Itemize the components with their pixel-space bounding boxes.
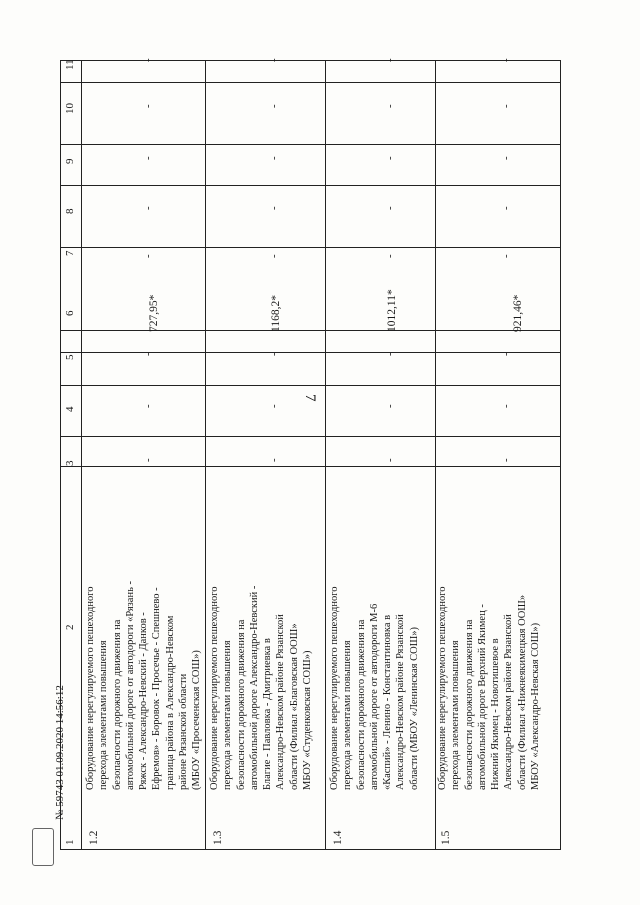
empty-cell-dash: - [268, 104, 280, 108]
empty-cell-dash: - [142, 104, 154, 108]
row-num: 1.3 [212, 830, 224, 845]
empty-cell-dash: - [384, 352, 396, 356]
empty-cell-dash: - [268, 58, 280, 62]
header-11: 11 [64, 59, 76, 70]
row-description: Оборудование нерегулируемого пешеходного перехода элементами повышения безопасности дорожного движения на автомобильной дороге от автодороги «Рязань - Ряжск - Александро-Невский - Данков - Ефремов» - Боровок - Просечье - Спешнево - граница района в Александро-Невском районе Рязанской области (МБОУ «Просеченская СОШ») [85, 581, 203, 790]
row-value: 1168,2* [270, 295, 282, 332]
empty-cell-dash: - [142, 458, 154, 462]
empty-cell-dash: - [384, 206, 396, 210]
empty-cell-dash: - [384, 254, 396, 258]
empty-cell-dash: - [384, 404, 396, 408]
row-num: 1.2 [88, 830, 100, 845]
empty-cell-dash: - [500, 254, 512, 258]
empty-cell-dash: - [142, 206, 154, 210]
empty-cell-dash: - [384, 58, 396, 62]
header-9: 9 [64, 158, 76, 164]
page-number: 7 [302, 394, 318, 402]
empty-cell-dash: - [142, 58, 154, 62]
row-num: 1.5 [440, 830, 452, 845]
empty-cell-dash: - [384, 458, 396, 462]
footer-registration: № 59743 01.09.2020 14:56:12 [54, 685, 66, 820]
empty-cell-dash: - [268, 254, 280, 258]
document-stamp [32, 828, 54, 866]
empty-cell-dash: - [500, 404, 512, 408]
empty-cell-dash: - [500, 352, 512, 356]
row-description: Оборудование нерегулируемого пешеходного перехода элементами повышения безопасности дорожного движения на автомобильной дороге Александро-Невский - Благие - Павловка - Дмитриевка в Александро-Невском районе Рязанской области (Филиал «Благовская ООШ» МБОУ «Студенковская СОШ») [209, 585, 314, 790]
empty-cell-dash: - [500, 104, 512, 108]
row-description: Оборудование нерегулируемого пешеходного перехода элементами повышения безопасности дорожного движения на автомобильной дороге Верхний Якимец - Нижний Якимец - Новотишевое в Александро-Невском районе Рязанской области (Филиал «Нижнеякимецкая ООШ» МБОУ «Александро-Невская СОШ») [437, 586, 542, 790]
header-10: 10 [64, 103, 76, 114]
header-1: 1 [64, 839, 76, 845]
empty-cell-dash: - [500, 156, 512, 160]
header-3: 3 [64, 460, 76, 466]
empty-cell-dash: - [142, 352, 154, 356]
empty-cell-dash: - [500, 458, 512, 462]
empty-cell-dash: - [384, 156, 396, 160]
empty-cell-dash: - [142, 254, 154, 258]
row-num: 1.4 [332, 830, 344, 845]
empty-cell-dash: - [142, 156, 154, 160]
header-5: 5 [64, 354, 76, 360]
empty-cell-dash: - [384, 104, 396, 108]
header-7: 7 [64, 250, 76, 256]
header-4: 4 [64, 406, 76, 412]
row-value: 921,46* [512, 294, 524, 332]
row-value: 727,95* [148, 294, 160, 332]
row-description: Оборудование нерегулируемого пешеходного перехода элементами повышения безопасности дорожного движения на автомобильной дороге от автодороги М-6 «Каспий» - Ленино - Константиновка в Александро-Невском районе Рязанской области (МБОУ «Ленинская СОШ») [329, 586, 420, 790]
empty-cell-dash: - [142, 404, 154, 408]
empty-cell-dash: - [500, 206, 512, 210]
header-8: 8 [64, 208, 76, 214]
empty-cell-dash: - [268, 352, 280, 356]
header-2: 2 [64, 624, 76, 630]
empty-cell-dash: - [268, 156, 280, 160]
row-value: 1012,11* [386, 289, 398, 332]
empty-cell-dash: - [268, 206, 280, 210]
empty-cell-dash: - [500, 58, 512, 62]
empty-cell-dash: - [268, 458, 280, 462]
header-6: 6 [64, 310, 76, 316]
empty-cell-dash: - [268, 404, 280, 408]
